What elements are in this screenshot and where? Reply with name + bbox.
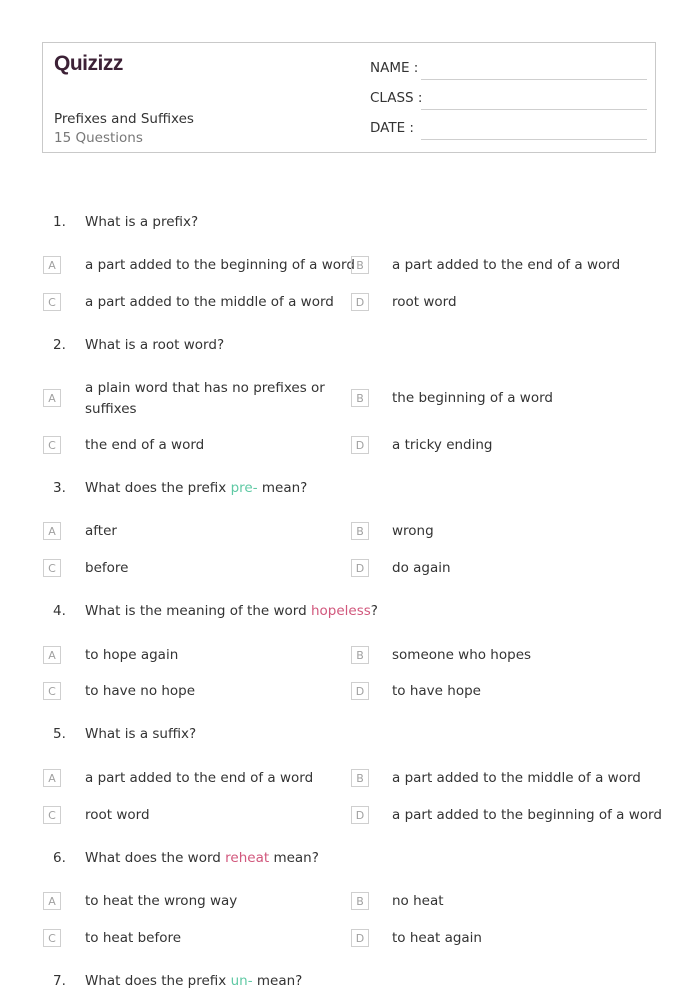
question-text: What does the prefix un- mean? bbox=[85, 973, 303, 989]
option-letter: C bbox=[43, 682, 61, 700]
option-letter: D bbox=[351, 559, 369, 577]
option-text: to hope again bbox=[85, 647, 179, 663]
class-field bbox=[370, 90, 647, 110]
question-number: 2. bbox=[53, 337, 66, 353]
option-text: someone who hopes bbox=[392, 647, 532, 663]
option-letter: B bbox=[351, 646, 369, 664]
question-number: 4. bbox=[53, 603, 66, 619]
date-line bbox=[421, 139, 647, 140]
question-text: What is the meaning of the word hopeless? bbox=[85, 603, 378, 619]
option-text: to have hope bbox=[392, 683, 481, 699]
option-letter: A bbox=[43, 522, 61, 540]
option-letter: C bbox=[43, 929, 61, 947]
option-text: to heat before bbox=[85, 930, 182, 946]
option-letter: D bbox=[351, 436, 369, 454]
option-text: no heat bbox=[392, 893, 444, 909]
option-text: root word bbox=[85, 807, 150, 823]
question-text: What does the prefix pre- mean? bbox=[85, 480, 308, 496]
question-text: What does the word reheat mean? bbox=[85, 850, 319, 866]
option-letter: A bbox=[43, 256, 61, 274]
option-text: to heat again bbox=[392, 930, 482, 946]
question-text: What is a prefix? bbox=[85, 214, 199, 230]
option-text: to heat the wrong way bbox=[85, 893, 238, 909]
option-text: a part added to the beginning of a word bbox=[392, 807, 662, 823]
option-text: a part added to the middle of a word bbox=[392, 770, 641, 786]
quizizz-logo: Quizizz bbox=[54, 52, 123, 75]
option-text: root word bbox=[392, 294, 457, 310]
question-number: 7. bbox=[53, 973, 66, 989]
name-field bbox=[370, 60, 647, 80]
option-letter: B bbox=[351, 389, 369, 407]
option-text: do again bbox=[392, 560, 451, 576]
highlighted-prefix: pre- bbox=[230, 480, 258, 496]
option-letter: C bbox=[43, 559, 61, 577]
option-letter: B bbox=[351, 892, 369, 910]
name-label: NAME : bbox=[370, 60, 419, 76]
option-text: a tricky ending bbox=[392, 437, 493, 453]
option-text: a part added to the beginning of a word bbox=[85, 257, 355, 273]
question-number: 3. bbox=[53, 480, 66, 496]
option-text: the beginning of a word bbox=[392, 390, 553, 406]
option-text: to have no hope bbox=[85, 683, 196, 699]
date-label: DATE : bbox=[370, 120, 414, 136]
class-label: CLASS : bbox=[370, 90, 423, 106]
worksheet-title: Prefixes and Suffixes bbox=[54, 111, 194, 127]
question-text: What is a suffix? bbox=[85, 726, 197, 742]
option-letter: C bbox=[43, 806, 61, 824]
date-field bbox=[370, 120, 647, 140]
question-number: 6. bbox=[53, 850, 66, 866]
highlighted-word: hopeless bbox=[310, 603, 371, 619]
option-text: after bbox=[85, 523, 117, 539]
option-letter: A bbox=[43, 646, 61, 664]
option-letter: C bbox=[43, 436, 61, 454]
question-number: 5. bbox=[53, 726, 66, 742]
option-letter: C bbox=[43, 293, 61, 311]
option-letter: B bbox=[351, 769, 369, 787]
option-letter: D bbox=[351, 682, 369, 700]
option-letter: B bbox=[351, 522, 369, 540]
class-line bbox=[421, 109, 647, 110]
name-line bbox=[421, 79, 647, 80]
option-text: a part added to the end of a word bbox=[85, 770, 314, 786]
option-letter: D bbox=[351, 293, 369, 311]
question-number: 1. bbox=[53, 214, 66, 230]
option-letter: B bbox=[351, 256, 369, 274]
option-text: a part added to the end of a word bbox=[392, 257, 621, 273]
option-text: wrong bbox=[392, 523, 434, 539]
highlighted-word: reheat bbox=[225, 850, 270, 866]
worksheet-header bbox=[42, 42, 656, 153]
option-text: a plain word that has no prefixes or suffixes bbox=[85, 380, 325, 417]
question-text: What is a root word? bbox=[85, 337, 225, 353]
option-letter: A bbox=[43, 389, 61, 407]
option-letter: A bbox=[43, 769, 61, 787]
question-count: 15 Questions bbox=[54, 130, 143, 146]
option-letter: D bbox=[351, 929, 369, 947]
option-letter: A bbox=[43, 892, 61, 910]
highlighted-prefix: un- bbox=[230, 973, 253, 989]
option-letter: D bbox=[351, 806, 369, 824]
option-text: before bbox=[85, 560, 129, 576]
option-text: the end of a word bbox=[85, 437, 205, 453]
option-text: a part added to the middle of a word bbox=[85, 294, 334, 310]
